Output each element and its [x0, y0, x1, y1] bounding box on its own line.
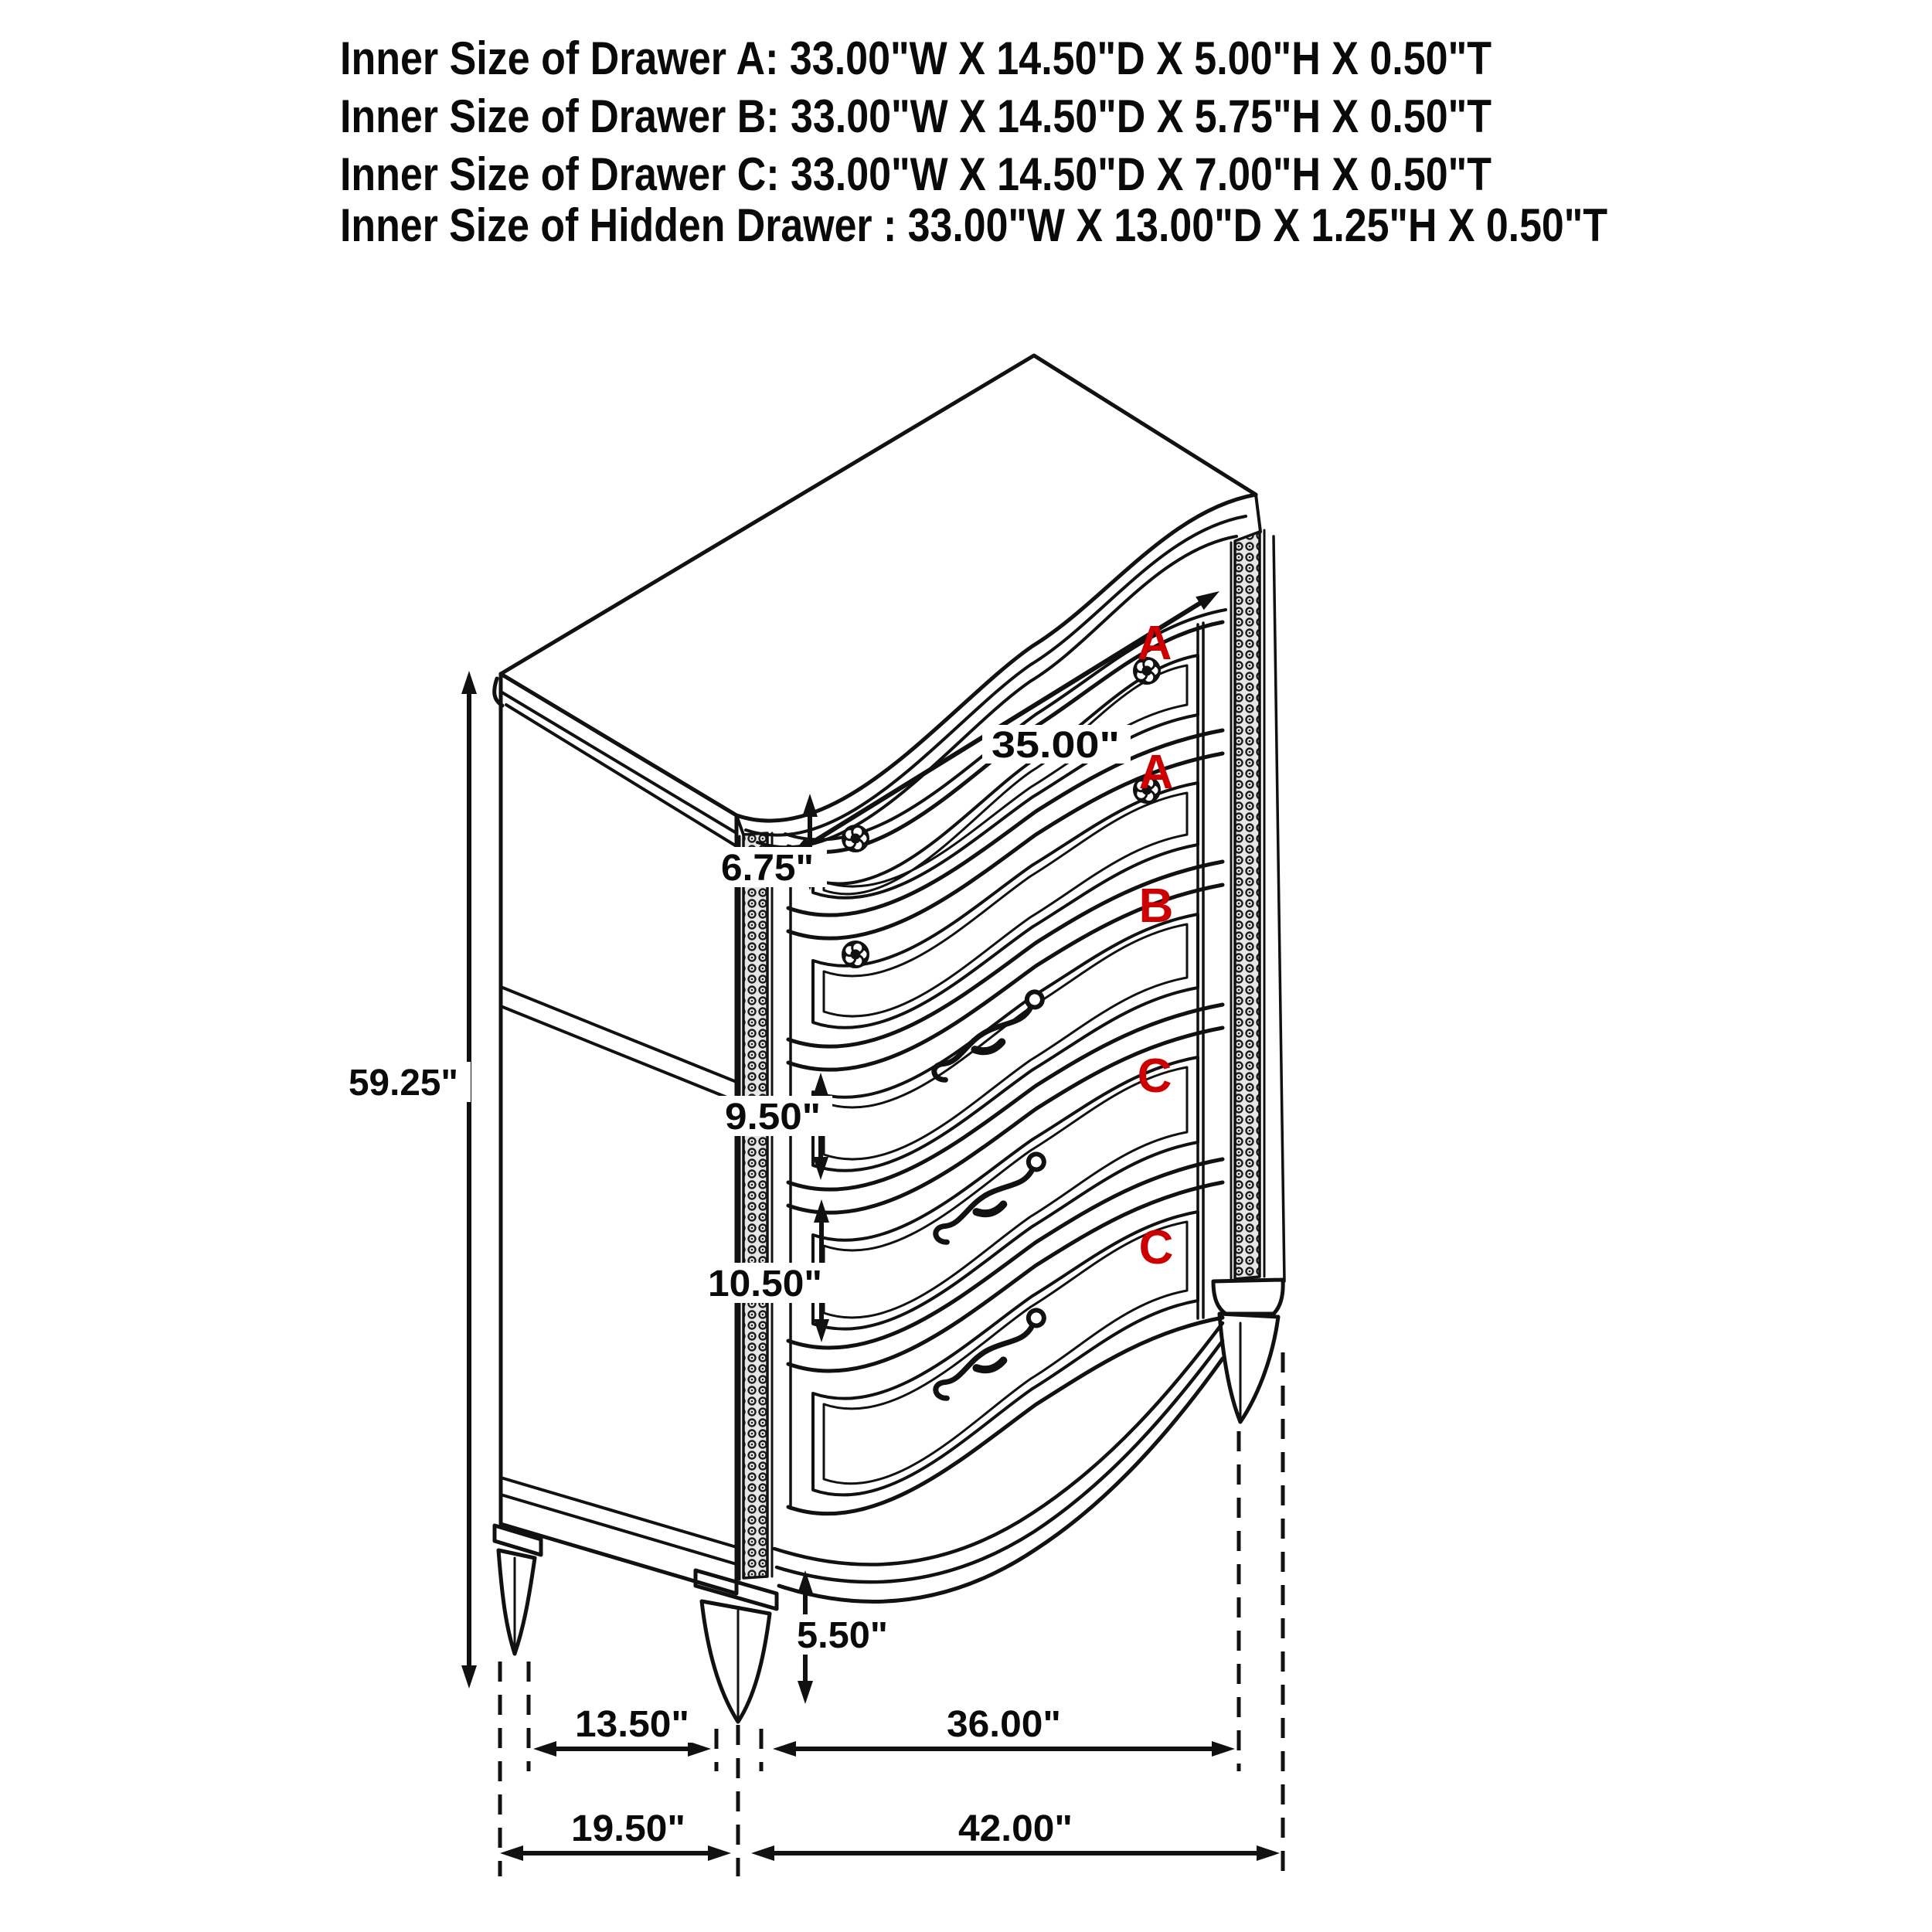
left-pilaster — [740, 833, 772, 1580]
svg-text:10.50": 10.50" — [708, 1264, 822, 1304]
chest-drawing — [495, 355, 1284, 1722]
label-leg-depth-span — [563, 1704, 701, 1745]
label-overall-depth — [560, 1808, 697, 1849]
rosette-knob-icon — [843, 826, 868, 851]
header-line-drawer-c: Inner Size of Drawer C: 33.00"W X 14.50"D X 7.00"H X 0.50"T — [340, 148, 1492, 200]
rosette-knob-icon — [843, 942, 868, 967]
label-front-leg-span — [935, 1704, 1073, 1745]
label-overall-width — [947, 1808, 1084, 1849]
drawer-a2-letter: A — [1138, 746, 1174, 799]
drawer-b-letter: B — [1138, 879, 1174, 933]
svg-text:35.00": 35.00" — [992, 725, 1120, 766]
side-mid-band — [501, 987, 736, 1082]
front-right-leg — [1213, 1280, 1283, 1422]
svg-text:19.50": 19.50" — [571, 1808, 685, 1849]
label-drawer-c-height — [696, 1263, 834, 1304]
drawer-letters — [1138, 617, 1174, 1274]
height-arrow — [461, 671, 477, 1689]
label-drawer-b-height — [715, 1096, 832, 1138]
svg-text:42.00": 42.00" — [958, 1808, 1073, 1849]
svg-text:9.50": 9.50" — [725, 1097, 821, 1138]
label-leg-height — [787, 1614, 899, 1656]
header-text — [340, 32, 1607, 251]
header-line-drawer-a: Inner Size of Drawer A: 33.00"W X 14.50"D X 5.00"H X 0.50"T — [340, 32, 1492, 84]
svg-text:13.50": 13.50" — [575, 1704, 689, 1745]
drawer-c2-letter: C — [1138, 1221, 1174, 1274]
header-line-hidden-drawer: Inner Size of Hidden Drawer : 33.00"W X 13.00"D X 1.25"H X 0.50"T — [340, 199, 1607, 251]
drawer-c1-letter: C — [1137, 1049, 1172, 1103]
back-left-leg — [495, 1526, 541, 1654]
svg-text:59.25": 59.25" — [349, 1063, 458, 1104]
label-overall-height — [338, 1062, 471, 1104]
bail-handle-icon — [921, 1151, 1059, 1245]
right-pilaster — [1231, 530, 1264, 1281]
svg-text:5.50": 5.50" — [797, 1615, 888, 1656]
front-apron — [779, 1359, 1223, 1602]
header-line-drawer-b: Inner Size of Drawer B: 33.00"W X 14.50"D X 5.75"H X 0.50"T — [340, 90, 1492, 142]
right-back-edge — [1274, 536, 1284, 1281]
label-top-width — [982, 725, 1131, 766]
front-apron — [777, 1341, 1223, 1582]
dimension-labels — [338, 725, 1131, 1849]
bail-handle-icon — [921, 1308, 1059, 1401]
svg-text:36.00": 36.00" — [947, 1704, 1061, 1745]
cabinet-top — [495, 355, 1284, 1281]
svg-text:6.75": 6.75" — [721, 848, 814, 889]
label-top-drawer-height — [709, 847, 827, 889]
drawer-a1-letter: A — [1137, 617, 1172, 670]
drawer-c2-panel-inner — [824, 1222, 1187, 1484]
